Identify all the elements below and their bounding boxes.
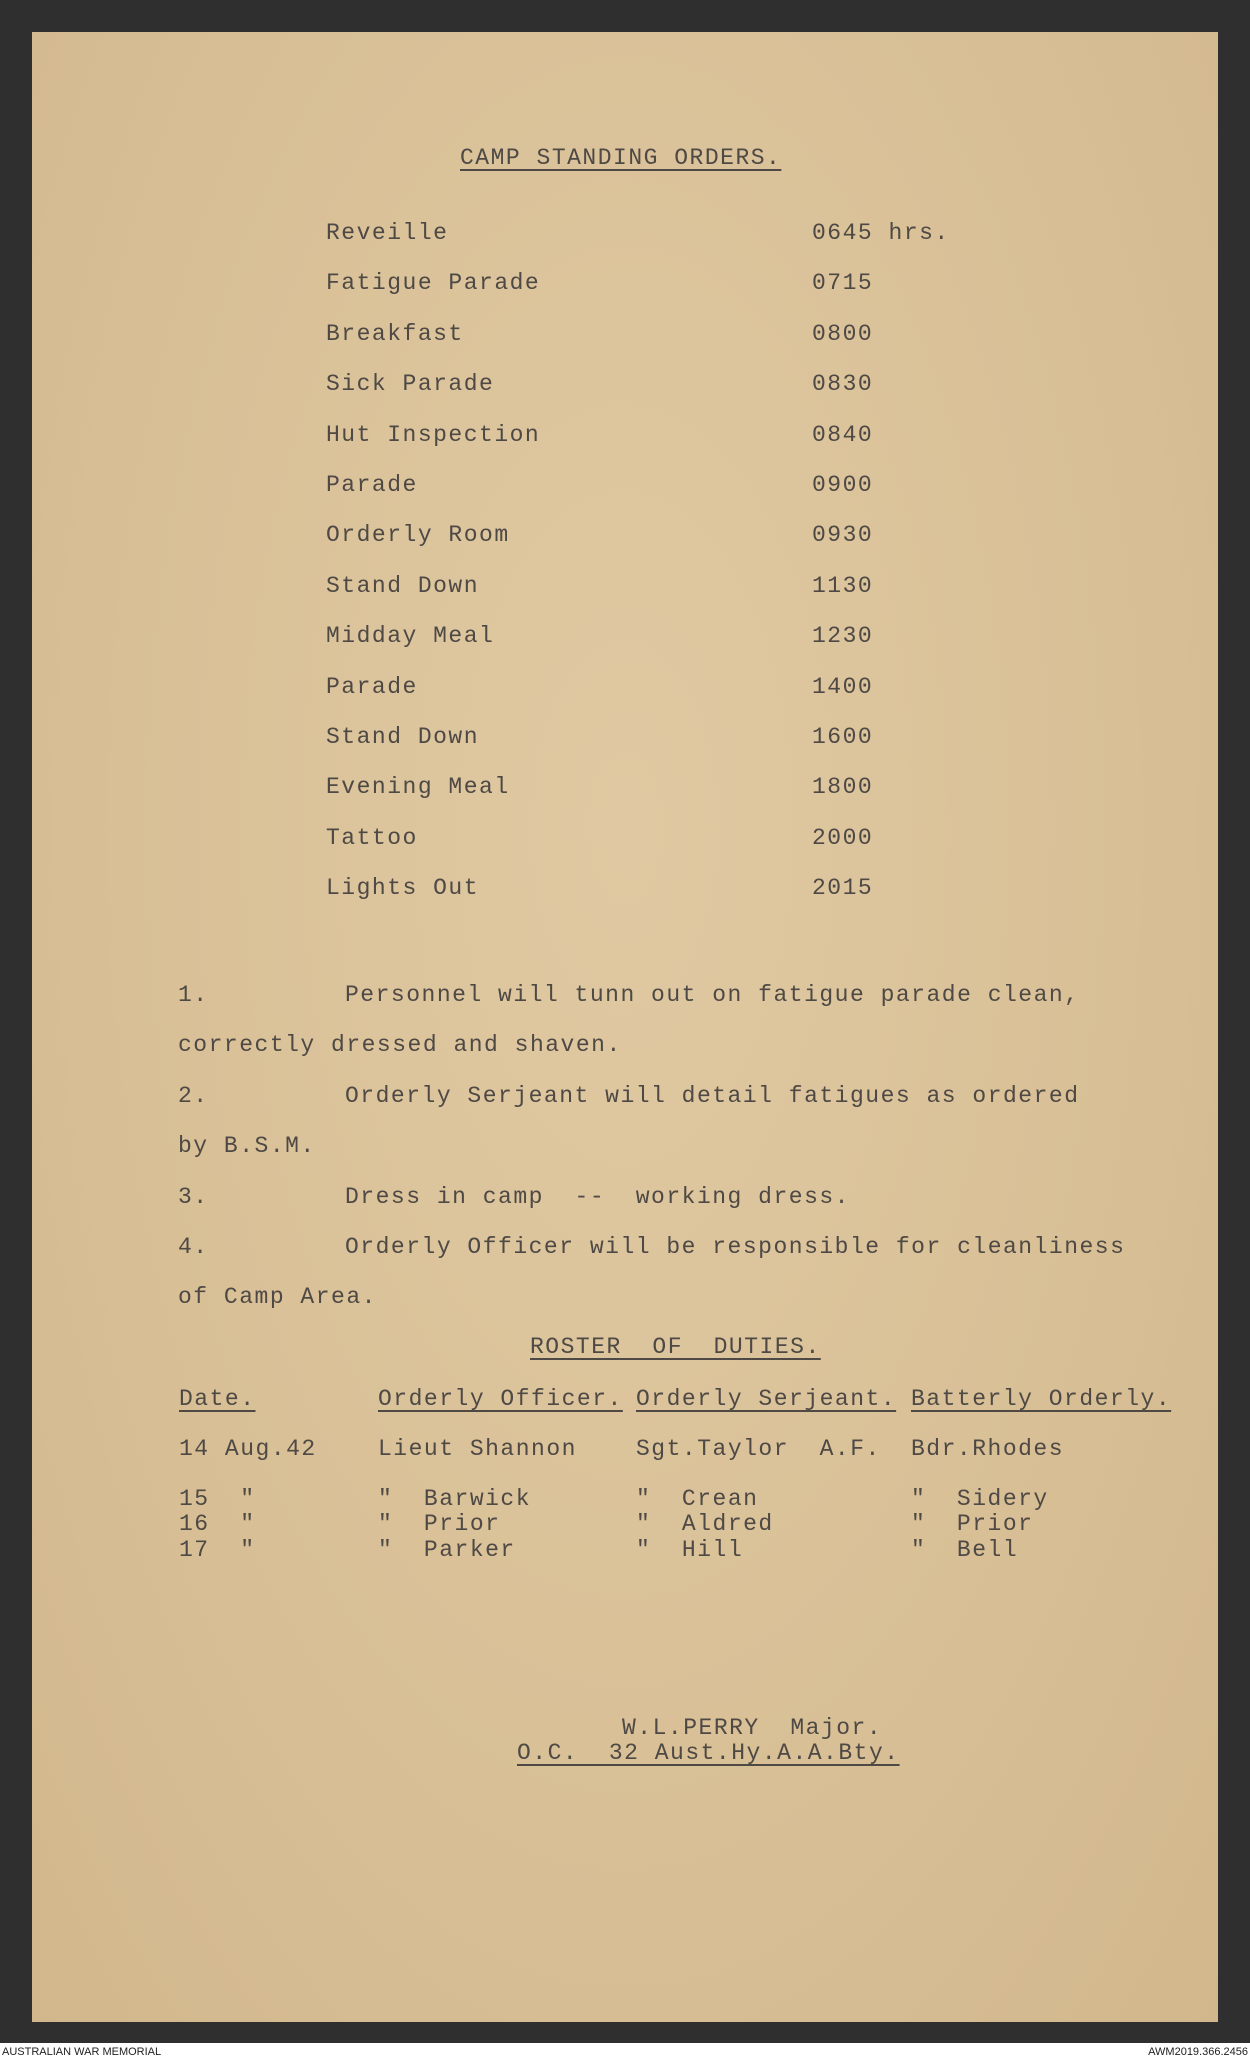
- roster-cell: Bdr.Rhodes: [911, 1436, 1065, 1462]
- roster-header: Batterly Orderly.: [911, 1386, 1172, 1412]
- order-text: Dress in camp -- working dress.: [345, 1184, 850, 1210]
- roster-cell: 16 ": [179, 1511, 256, 1537]
- roster-cell: " Crean: [636, 1486, 759, 1512]
- roster-cell: 17 ": [179, 1537, 256, 1563]
- schedule-event: Stand Down: [326, 572, 480, 599]
- schedule-event: Orderly Room: [326, 522, 510, 549]
- roster-header: Orderly Serjeant.: [636, 1386, 897, 1412]
- schedule-time: 0840: [812, 421, 874, 448]
- roster-cell: 15 ": [179, 1486, 256, 1512]
- roster-header: Date.: [179, 1386, 256, 1412]
- archive-footer: [0, 2043, 1250, 2061]
- schedule-time: 1400: [812, 673, 874, 700]
- signature-unit: O.C. 32 Aust.Hy.A.A.Bty.: [517, 1740, 900, 1766]
- schedule-event: Reveille: [326, 220, 449, 246]
- schedule-event: Hut Inspection: [326, 421, 541, 448]
- roster-cell: " Barwick: [378, 1486, 532, 1512]
- order-text-cont: correctly dressed and shaven.: [178, 1032, 622, 1058]
- order-text-cont: by B.S.M.: [178, 1133, 316, 1159]
- schedule-time: 2000: [812, 824, 874, 851]
- document-page: [32, 32, 1218, 2022]
- roster-cell: Sgt.Taylor A.F.: [636, 1436, 881, 1462]
- schedule-event: Stand Down: [326, 724, 480, 750]
- schedule-event: Tattoo: [326, 824, 418, 851]
- schedule-time: 0715: [812, 270, 874, 297]
- order-text: Orderly Officer will be responsible for cleanliness: [345, 1234, 1126, 1260]
- schedule-event: Midday Meal: [326, 623, 495, 650]
- schedule-time: 1130: [812, 572, 874, 599]
- page-title: CAMP STANDING ORDERS.: [460, 145, 782, 171]
- footer-source: AUSTRALIAN WAR MEMORIAL: [2, 2046, 162, 2058]
- order-number: 1.: [178, 982, 209, 1008]
- roster-cell: " Prior: [378, 1511, 501, 1537]
- schedule-time: 0800: [812, 320, 874, 347]
- schedule-time: 0645 hrs.: [812, 220, 950, 246]
- schedule-event: Evening Meal: [326, 774, 510, 801]
- schedule-time: 0930: [812, 522, 874, 549]
- schedule-event: Sick Parade: [326, 371, 495, 398]
- schedule-event: Lights Out: [326, 875, 480, 902]
- roster-cell: Lieut Shannon: [378, 1436, 577, 1462]
- roster-cell: " Parker: [378, 1537, 516, 1563]
- roster-header: Orderly Officer.: [378, 1386, 623, 1412]
- order-text-cont: of Camp Area.: [178, 1284, 377, 1310]
- roster-cell: " Aldred: [636, 1511, 774, 1537]
- signature-name: W.L.PERRY Major.: [622, 1715, 883, 1741]
- order-number: 4.: [178, 1234, 209, 1260]
- schedule-time: 0900: [812, 472, 874, 498]
- schedule-time: 0830: [812, 371, 874, 398]
- footer-id: AWM2019.366.2456: [1148, 2046, 1248, 2058]
- roster-title: ROSTER OF DUTIES.: [530, 1334, 821, 1360]
- schedule-event: Breakfast: [326, 320, 464, 347]
- roster-cell: 14 Aug.42: [179, 1436, 317, 1462]
- order-number: 2.: [178, 1083, 209, 1109]
- roster-cell: " Bell: [911, 1537, 1019, 1563]
- order-text: Personnel will tunn out on fatigue parade clean,: [345, 982, 1080, 1008]
- schedule-event: Fatigue Parade: [326, 270, 541, 297]
- schedule-event: Parade: [326, 472, 418, 498]
- roster-cell: " Prior: [911, 1511, 1034, 1537]
- schedule-event: Parade: [326, 673, 418, 700]
- schedule-time: 1600: [812, 724, 874, 750]
- order-number: 3.: [178, 1184, 209, 1210]
- schedule-time: 1230: [812, 623, 874, 650]
- schedule-time: 2015: [812, 875, 874, 902]
- order-text: Orderly Serjeant will detail fatigues as ordered: [345, 1083, 1080, 1109]
- schedule-time: 1800: [812, 774, 874, 801]
- roster-cell: " Hill: [636, 1537, 744, 1563]
- roster-cell: " Sidery: [911, 1486, 1049, 1512]
